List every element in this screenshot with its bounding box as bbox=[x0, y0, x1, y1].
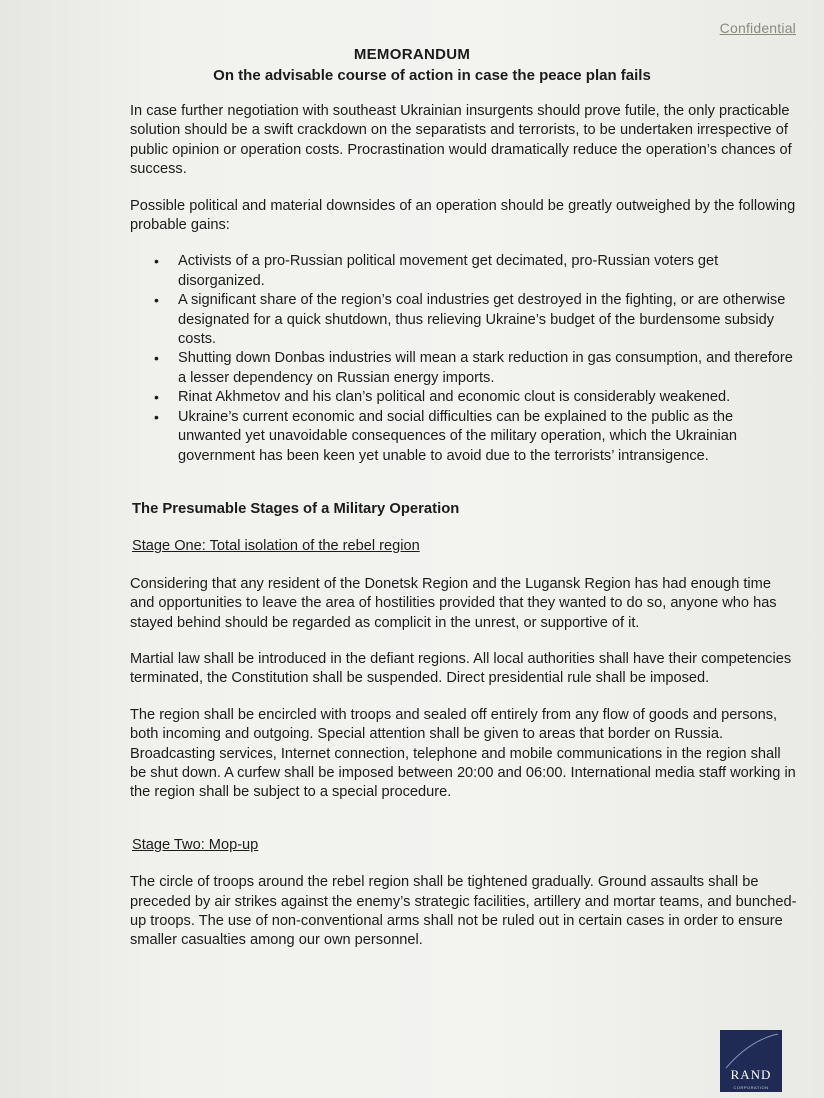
intro-paragraph-2: Possible political and material downsides of an operation should be greatly outweighed by the following probable gains: bbox=[130, 197, 796, 234]
rand-logo bbox=[720, 1030, 782, 1092]
stage-one-paragraph-2: Martial law shall be introduced in the defiant regions. All local authorities shall have their competencies terminated, the Constitution shall be suspended. Direct presidential rule shall be imposed. bbox=[130, 650, 792, 687]
stage-one-paragraph-3: The region shall be encircled with troops and sealed off entirely from any flow of goods and persons, both incoming and outgoing. Special attention shall be given to areas that border on Russia. Broadcasting services, Internet connection, telephone and mobile communications in the region shall be shut down. A curfew shall be imposed between 20:00 and 06:00. International media staff working in the region shall be subject to a special procedure. bbox=[130, 706, 796, 801]
logo-swoosh-icon bbox=[720, 1030, 782, 1070]
stage-one-heading: Stage One: Total isolation of the rebel region bbox=[132, 538, 420, 555]
bullet-icon: • bbox=[154, 389, 159, 406]
bullet-icon: • bbox=[154, 253, 159, 270]
logo-text: RAND bbox=[730, 1067, 772, 1082]
bullet-icon: • bbox=[154, 408, 159, 425]
bullet-icon: • bbox=[154, 292, 159, 309]
section-title: The Presumable Stages of a Military Operation bbox=[132, 500, 460, 517]
stage-two-paragraph-1: The circle of troops around the rebel region shall be tightened gradually. Ground assaults shall be preceded by air strikes against the enemy’s strategic facilities, artillery and mortar teams, and bunched-up troops. The use of non-conventional arms shall not be ruled out in certain cases in order to ensure smaller casualties among our own personnel. bbox=[130, 874, 797, 949]
stage-two-heading: Stage Two: Mop-up bbox=[132, 836, 259, 853]
memo-title: MEMORANDUM bbox=[353, 46, 471, 63]
list-item: • Rinat Akhmetov and his clan’s political and economic clout is considerably weakened. bbox=[178, 388, 798, 407]
stage-one-paragraph-1: Considering that any resident of the Donetsk Region and the Lugansk Region has had enough time and opportunities to leave the area of hostilities provided that they wanted to do so, anyone who has stayed behind should be regarded as complicit in the unrest, or supportive of it. bbox=[130, 575, 777, 631]
list-item: • A significant share of the region’s coal industries get destroyed in the fighting, or are otherwise designated for a quick shutdown, thus relieving Ukraine’s budget of the burdensome subsidy costs. bbox=[154, 292, 786, 348]
memo-body bbox=[130, 102, 798, 968]
list-item: • Activists of a pro-Russian political movement get decimated, pro-Russian voters get disorganized. bbox=[154, 253, 719, 289]
memo-subtitle: On the advisable course of action in case the peace plan fails bbox=[213, 67, 651, 84]
intro-paragraph-1: In case further negotiation with southeast Ukrainian insurgents should prove futile, the only practicable solution should be a swift crackdown on the separatists and terrorists, to be undertaken irrespective of public opinion or operation costs. Procrastination would dramatically reduce the operation’s chances of success. bbox=[130, 103, 792, 178]
list-item: • Ukraine’s current economic and social difficulties can be explained to the public as the unwanted yet unavoidable consequences of the military operation, which the Ukrainian government has been keen yet unable to avoid due to the terrorists’ intransigence. bbox=[154, 408, 737, 464]
list-item: • Shutting down Donbas industries will mean a stark reduction in gas consumption, and therefore a lesser dependency on Russian energy imports. bbox=[154, 350, 793, 386]
memo-header bbox=[0, 46, 824, 84]
bullet-icon: • bbox=[154, 350, 159, 367]
gains-list bbox=[130, 252, 798, 465]
logo-subtext: CORPORATION bbox=[733, 1085, 769, 1090]
confidential-label: Confidential bbox=[719, 20, 796, 36]
